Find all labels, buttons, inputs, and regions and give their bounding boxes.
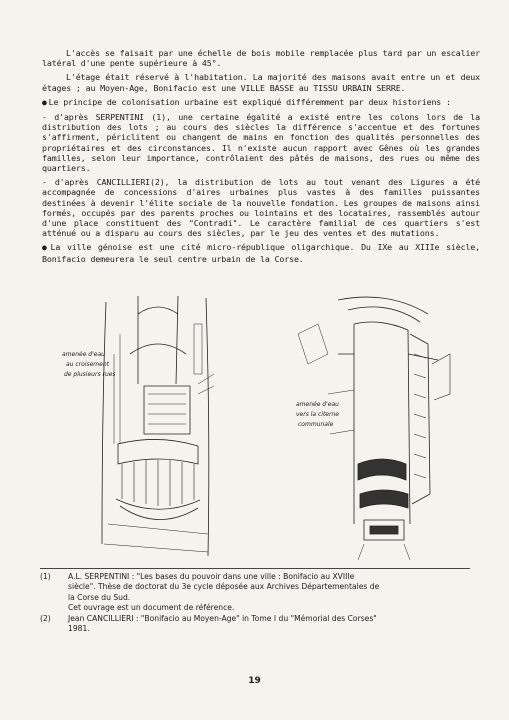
bullet-text: La ville génoise est une cité micro-république oligarchique. Du IXe au XIIIe siècle, Bonifacio demeurera le seul centre urbain de la Corse. (42, 242, 480, 264)
bullet-paragraph (42, 242, 480, 263)
left-caption-line: au croisement (66, 361, 109, 368)
page-number: 19 (248, 676, 261, 686)
paragraph: - d'après SERPENTINI (1), une certaine égalité a existé entre les colons lors de la distribution des lots ; au cours des siècles la différence s'accentue et des fortunes s'affirment, périclitent ou changent de mains en fonction des qualités personnelles des propriétaires et des circonstances. Il n'existe aucun rapport avec Gênes où les grandes familles, selon leur importance, contrôlaient des pâtés de maisons, des rues ou même des quartiers. (42, 112, 480, 174)
footnote-line: A.L. SERPENTINI : "Les bases du pouvoir dans une ville : Bonifacio au XVIIIe (68, 572, 355, 581)
paragraph: - d'après CANCILLIERI(2), la distribution de lots au tout venant des Ligures a été accompagnée de concessions d'aires urbaines plus vastes à des familles puissantes destinées à devenir l'élite sociale de la nouvelle fondation. Les groupes de maisons ainsi formés, occupés par des parents proches ou lointains et des locataires, rassemblés autour d'une place constituent des "Contradi". Le caractère familial de ces quartiers s'est atténué ou a disparu au cours des siècles, par le jeu des ventes et des mutations. (42, 177, 480, 239)
footnote (40, 572, 480, 614)
left-caption-line: de plusieurs rues (64, 371, 116, 378)
bullet-icon: ● (42, 97, 47, 107)
footnote-number: (2) (40, 613, 51, 623)
left-sketch (102, 296, 214, 556)
paragraph: L'étage était réservé à l'habitation. La majorité des maisons avait entre un et deux étages ; au Moyen-Age, Bonifacio est une VILLE BASSE au TISSU URBAIN SERRE. (42, 72, 480, 93)
bullet-paragraph (42, 97, 480, 108)
footnote (40, 614, 480, 635)
footnote-line: la Corse du Sud. (68, 592, 131, 602)
right-sketch (298, 297, 450, 560)
right-caption-line: vers la citerne (296, 411, 339, 418)
footnote-number: (1) (40, 572, 51, 581)
bullet-icon: ● (42, 243, 49, 253)
right-caption-line: communale (298, 421, 334, 428)
footnote-divider (40, 568, 470, 569)
body-text (42, 48, 480, 268)
paragraph: L'accès se faisait par une échelle de bois mobile remplacée plus tard par un escalier latéral d'une pente supérieure à 45°. (42, 48, 480, 69)
footnotes (40, 572, 480, 634)
footnote-line: siècle". Thèse de doctorat du 3e cycle déposée aux Archives Départementales de (68, 582, 380, 592)
footnote-line: Cet ouvrage est un document de référence. (68, 603, 235, 613)
right-caption-line: amenée d'eau (296, 401, 339, 408)
footnote-line: Jean CANCILLIERI : "Bonifacio au Moyen-Age" in Tome I du "Mémorial des Corses" (68, 613, 377, 623)
left-caption-line: amenée d'eau (62, 351, 105, 358)
bullet-text: Le principe de colonisation urbaine est expliqué différemment par deux historiens : (48, 96, 451, 107)
sketch-illustrations (58, 294, 458, 564)
footnote-line: 1981. (68, 624, 90, 634)
